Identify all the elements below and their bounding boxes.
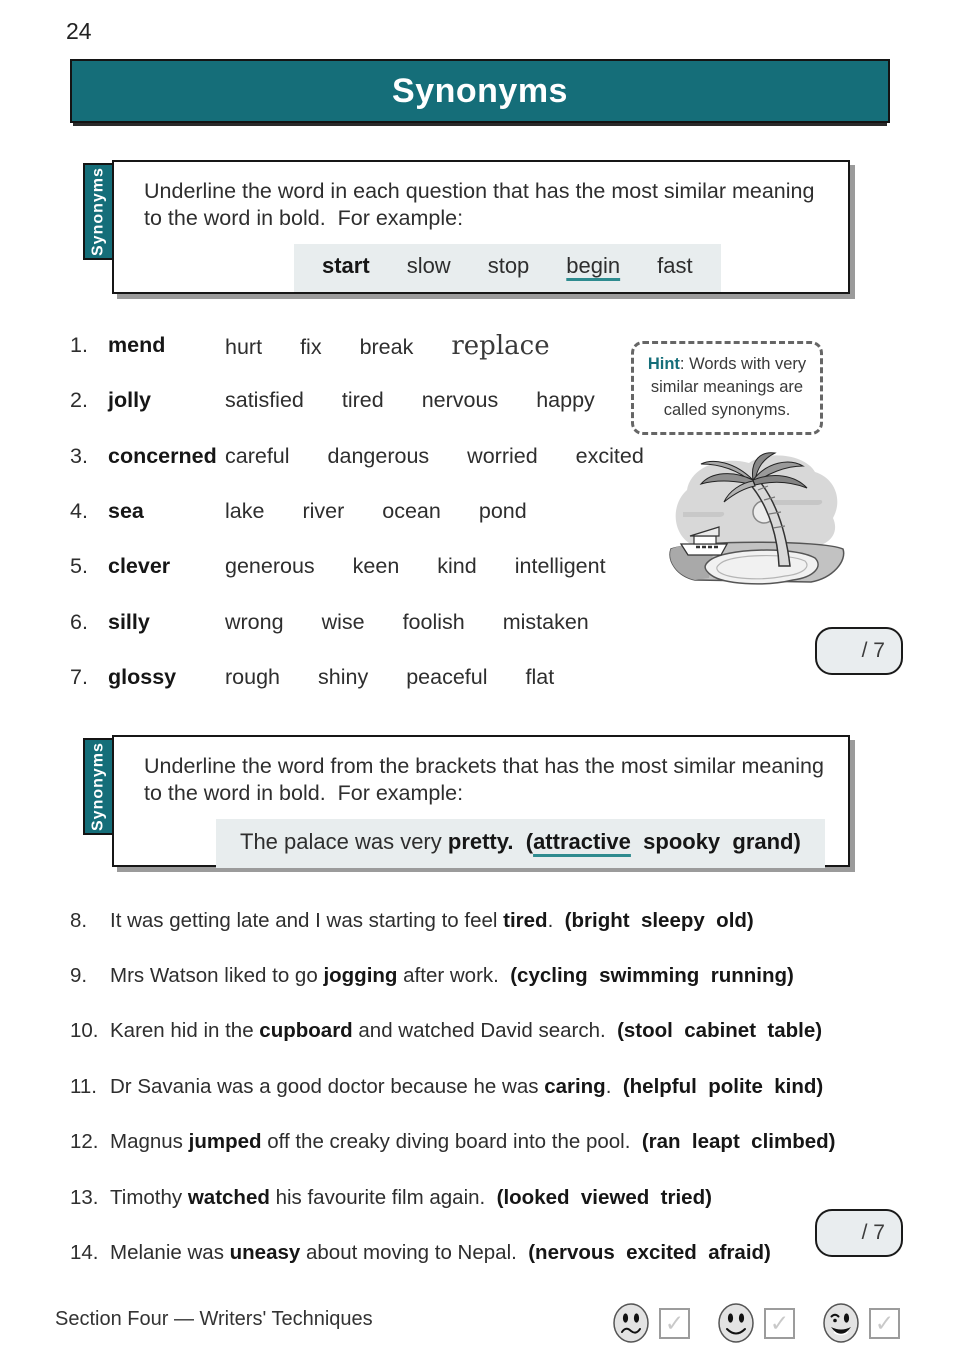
question-row (70, 539, 710, 594)
question-options (225, 665, 554, 690)
bold-word (631, 829, 643, 854)
option-word: break (359, 334, 414, 359)
assessment-checkbox-happy[interactable]: ✓ (869, 1308, 900, 1339)
sentence-text: Melanie was (110, 1241, 230, 1265)
question-row (70, 650, 710, 705)
bold-word: (nervous excited afraid) (528, 1241, 771, 1265)
question-keyword: mend (108, 333, 166, 358)
bold-word: caring (544, 1074, 606, 1098)
sentence (110, 964, 794, 988)
bold-word: (helpful polite kind) (622, 1074, 824, 1098)
instruction-text-2: Underline the word from the brackets that has the most similar meaning to the word in bold. For example: (144, 754, 830, 806)
palm-island-illustration (663, 448, 851, 613)
bold-word: (bright sleepy old) (564, 908, 754, 932)
example-option: fast (657, 252, 693, 278)
option-word: rough (225, 664, 280, 689)
question-list-2 (70, 893, 930, 1281)
option-word: fix (300, 334, 322, 359)
sentence (110, 1186, 712, 1210)
sentence (110, 1075, 823, 1099)
question-keyword: jolly (108, 388, 152, 413)
instruction-text-1: Underline the word in each question that has the most similar meaning to the word in bold. For example: (144, 179, 821, 231)
option-word: lake (225, 499, 265, 524)
hint-label: Hint (647, 355, 680, 373)
question-row (70, 373, 710, 428)
question-keyword: silly (108, 609, 150, 634)
bold-word: ( (525, 828, 534, 854)
bold-word: . (507, 828, 514, 854)
sentence-text: and watched David search. (352, 1019, 618, 1043)
question-keyword: sea (108, 499, 144, 524)
question-number: 1. (70, 333, 88, 358)
sentence (110, 909, 754, 933)
option-word: satisfied (225, 388, 304, 413)
question-row (70, 429, 710, 484)
sentence-question-row (70, 1170, 930, 1225)
sentence-text: his favourite film again. (269, 1185, 497, 1209)
score-box-1: / 7 (815, 627, 903, 675)
sentence-text: . (547, 908, 565, 932)
question-number: 13. (70, 1185, 99, 1209)
palm-island-icon (663, 448, 851, 613)
question-row (70, 484, 710, 539)
option-word: intelligent (514, 554, 606, 579)
option-word: generous (225, 554, 315, 579)
example-bold-word: start (322, 252, 370, 278)
question-keyword: glossy (108, 664, 177, 689)
bold-word: watched (187, 1185, 270, 1209)
option-word: river (302, 499, 345, 524)
hint-box (631, 341, 823, 435)
section-tab-synonyms-2: Synonyms (83, 738, 114, 835)
example-strip-2 (216, 819, 825, 868)
assessment-checkbox-unsure[interactable]: ✓ (659, 1308, 690, 1339)
question-keyword: concerned (108, 443, 217, 468)
unsure-face-icon (612, 1302, 650, 1344)
question-number: 14. (70, 1241, 99, 1265)
sentence (110, 1241, 771, 1265)
question-number: 2. (70, 388, 88, 413)
example-option: slow (406, 252, 451, 278)
section-tab-synonyms-1: Synonyms (83, 163, 114, 260)
sentence-text: about moving to Nepal. (300, 1241, 529, 1265)
bold-word: (stool cabinet table) (617, 1019, 823, 1043)
question-options (225, 388, 595, 413)
bold-word: (looked viewed tried) (496, 1185, 712, 1209)
option-word: pond (478, 499, 527, 524)
option-word: peaceful (406, 664, 488, 689)
option-word: hurt (225, 334, 263, 359)
sentence-question-row (70, 948, 930, 1003)
question-number: 8. (70, 908, 88, 932)
question-keyword: clever (108, 554, 171, 579)
sentence-text: . (605, 1074, 623, 1098)
option-word: replace (451, 330, 550, 361)
question-row (70, 594, 710, 649)
hint-text: : Words with very similar meanings are called synonyms. (650, 355, 807, 420)
sentence (110, 1130, 835, 1154)
option-word: worried (467, 443, 538, 468)
option-word: dangerous (327, 443, 430, 468)
option-word: excited (575, 443, 644, 468)
question-options (225, 499, 527, 524)
title-banner (70, 59, 890, 123)
question-number: 10. (70, 1019, 99, 1043)
question-options (225, 610, 589, 635)
sentence-question-row (70, 1225, 930, 1280)
question-number: 3. (70, 443, 88, 468)
question-number: 4. (70, 499, 88, 524)
example-strip-1 (294, 244, 721, 292)
question-list-1 (70, 318, 710, 705)
option-word: tired (341, 388, 384, 413)
sentence-text: off the creaky diving board into the pool. (261, 1130, 642, 1154)
score-box-2: / 7 (815, 1209, 903, 1257)
option-word: wise (321, 609, 365, 634)
question-options (225, 444, 644, 469)
sentence-text: Mrs Watson liked to go (110, 964, 324, 988)
example-option: begin (566, 252, 621, 278)
option-word: mistaken (502, 609, 589, 634)
bold-word: jogging (323, 964, 398, 988)
option-word: keen (352, 554, 400, 579)
bold-word: jumped (188, 1130, 262, 1154)
sentence-text: The palace was very (240, 828, 448, 854)
option-word: careful (225, 443, 290, 468)
sentence-text: It was getting late and I was starting to feel (110, 908, 504, 932)
bold-word: (cycling swimming running) (510, 964, 794, 988)
example-options (407, 253, 693, 279)
sentence-text: after work. (397, 964, 511, 988)
option-word: happy (536, 388, 595, 413)
page-number: 24 (66, 18, 92, 44)
smile-face-icon (717, 1302, 755, 1344)
page-title: Synonyms (392, 71, 568, 110)
question-number: 7. (70, 664, 88, 689)
option-word: nervous (421, 388, 499, 413)
bold-word: pretty (447, 828, 508, 854)
bold-word: cupboard (259, 1019, 353, 1043)
question-number: 6. (70, 609, 88, 634)
instruction-box-2 (112, 735, 850, 867)
sentence-text: Dr Savania was a good doctor because he was (110, 1074, 545, 1098)
question-number: 9. (70, 964, 88, 988)
option-word: shiny (318, 664, 369, 689)
option-word: foolish (402, 609, 465, 634)
self-assessment-icons (612, 1302, 900, 1344)
option-word: wrong (225, 609, 284, 634)
bold-word: uneasy (229, 1241, 301, 1265)
sentence-text: Karen hid in the (110, 1019, 260, 1043)
sentence-question-row (70, 1004, 930, 1059)
footer-section-label: Section Four — Writers' Techniques (55, 1308, 373, 1330)
sentence-text (514, 829, 526, 854)
sentence (110, 1019, 822, 1043)
assessment-group-happy (822, 1302, 900, 1344)
question-options (225, 331, 550, 361)
assessment-group-ok (717, 1302, 795, 1344)
sentence-question-row (70, 1059, 930, 1114)
bold-word: spooky grand) (643, 828, 801, 854)
option-word: flat (525, 664, 555, 689)
question-number: 11. (70, 1074, 97, 1098)
assessment-checkbox-ok[interactable]: ✓ (764, 1308, 795, 1339)
wink-face-icon (822, 1302, 860, 1344)
instruction-box-1 (112, 160, 850, 294)
question-number: 5. (70, 554, 88, 579)
bold-word: (ran leapt climbed) (641, 1130, 836, 1154)
sentence-question-row (70, 893, 930, 948)
bold-word: tired (503, 908, 548, 932)
option-word: ocean (382, 499, 441, 524)
sentence-text: Timothy (110, 1185, 188, 1209)
sentence-text: Magnus (110, 1130, 189, 1154)
question-row (70, 318, 710, 373)
question-options (225, 554, 606, 579)
question-number: 12. (70, 1130, 99, 1154)
assessment-group-unsure (612, 1302, 690, 1344)
bold-word: attractive (533, 828, 631, 854)
example-option: stop (487, 252, 530, 278)
sentence-question-row (70, 1115, 930, 1170)
option-word: kind (437, 554, 477, 579)
